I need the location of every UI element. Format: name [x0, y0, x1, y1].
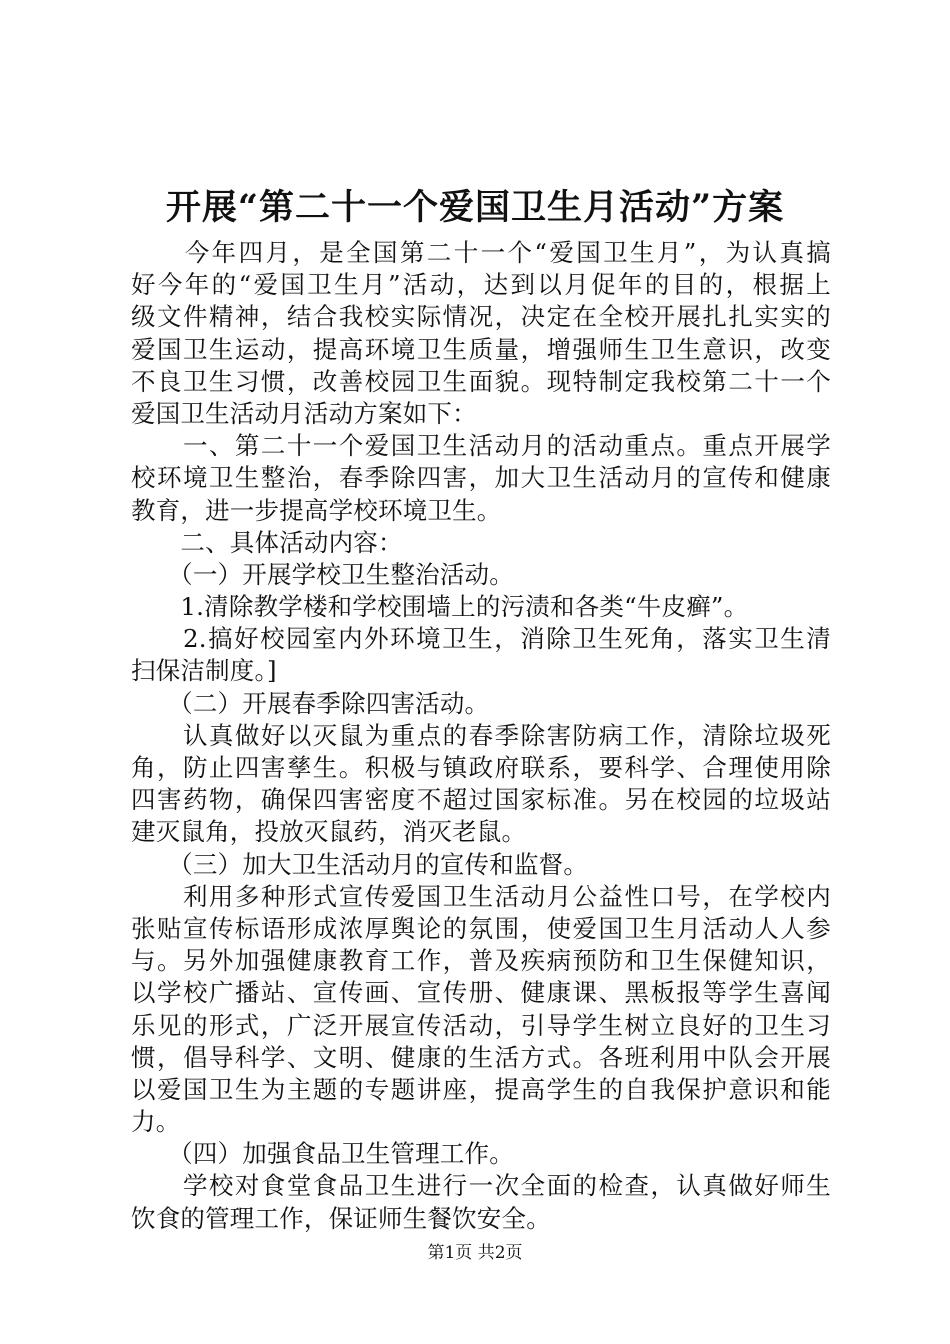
text-line: 校环境卫生整治，春季除四害，加大卫生活动月的宣传和健康 — [131, 463, 831, 493]
text-line: （二）开展春季除四害活动。 — [131, 688, 490, 718]
text-line: 以学校广播站、宣传画、宣传册、健康课、黑板报等学生喜闻 — [131, 978, 831, 1008]
text-line: （四）加强食品卫生管理工作。 — [131, 1139, 514, 1169]
text-line: 以爱国卫生为主题的专题讲座，提高学生的自我保护意识和能 — [131, 1074, 831, 1104]
text-line: 认真做好以灭鼠为重点的春季除害防病工作，清除垃圾死 — [131, 720, 831, 750]
text-line: 张贴宣传标语形成浓厚舆论的氛围，使爱国卫生月活动人人参 — [131, 913, 831, 943]
text-line: 乐见的形式，广泛开展宣传活动，引导学生树立良好的卫生习 — [131, 1010, 831, 1040]
text-line: 利用多种形式宣传爱国卫生活动月公益性口号，在学校内 — [131, 881, 831, 911]
text-line: 爱国卫生运动，提高环境卫生质量，增强师生卫生意识，改变 — [131, 334, 831, 364]
text-line: 级文件精神，结合我校实际情况，决定在全校开展扎扎实实的 — [131, 302, 831, 332]
text-line: （一）开展学校卫生整治活动。 — [131, 559, 514, 589]
text-line: 与。另外加强健康教育工作，普及疾病预防和卫生保健知识， — [131, 946, 831, 976]
text-line: 2.搞好校园室内外环境卫生，消除卫生死角，落实卫生清 — [131, 624, 831, 654]
text-line: 角，防止四害孳生。积极与镇政府联系，要科学、合理使用除 — [131, 753, 831, 782]
text-line: 1.清除教学楼和学校围墙上的污渍和各类“牛皮癣”。 — [131, 592, 749, 622]
text-line: 学校对食堂食品卫生进行一次全面的检查，认真做好师生 — [131, 1171, 831, 1201]
text-line: 饮食的管理工作，保证师生餐饮安全。 — [131, 1203, 551, 1233]
text-line: 四害药物，确保四害密度不超过国家标准。另在校园的垃圾站 — [131, 785, 831, 815]
text-line: 不良卫生习惯，改善校园卫生面貌。现特制定我校第二十一个 — [131, 366, 831, 396]
page-footer: 第1页 共2页 — [427, 1243, 523, 1263]
text-line: 扫保洁制度。] — [131, 656, 277, 686]
text-line: 力。 — [131, 1107, 181, 1137]
document-title: 开展“第二十一个爱国卫生月活动”方案 — [165, 187, 785, 228]
text-line: 爱国卫生活动月活动方案如下： — [131, 398, 477, 428]
text-line: 好今年的“爱国卫生月”活动，达到以月促年的目的，根据上 — [131, 270, 831, 300]
text-line: 二、具体活动内容： — [131, 527, 403, 557]
text-line: （三）加大卫生活动月的宣传和监督。 — [131, 849, 589, 879]
document-body — [131, 237, 831, 1235]
text-line: 建灭鼠角，投放灭鼠药，消灭老鼠。 — [131, 817, 527, 847]
text-line: 惯，倡导科学、文明、健康的生活方式。各班利用中队会开展 — [131, 1042, 831, 1072]
text-line: 今年四月，是全国第二十一个“爱国卫生月”，为认真搞 — [131, 238, 831, 267]
text-line: 一、第二十一个爱国卫生活动月的活动重点。重点开展学 — [131, 431, 831, 461]
text-line: 教育，进一步提高学校环境卫生。 — [131, 495, 502, 525]
